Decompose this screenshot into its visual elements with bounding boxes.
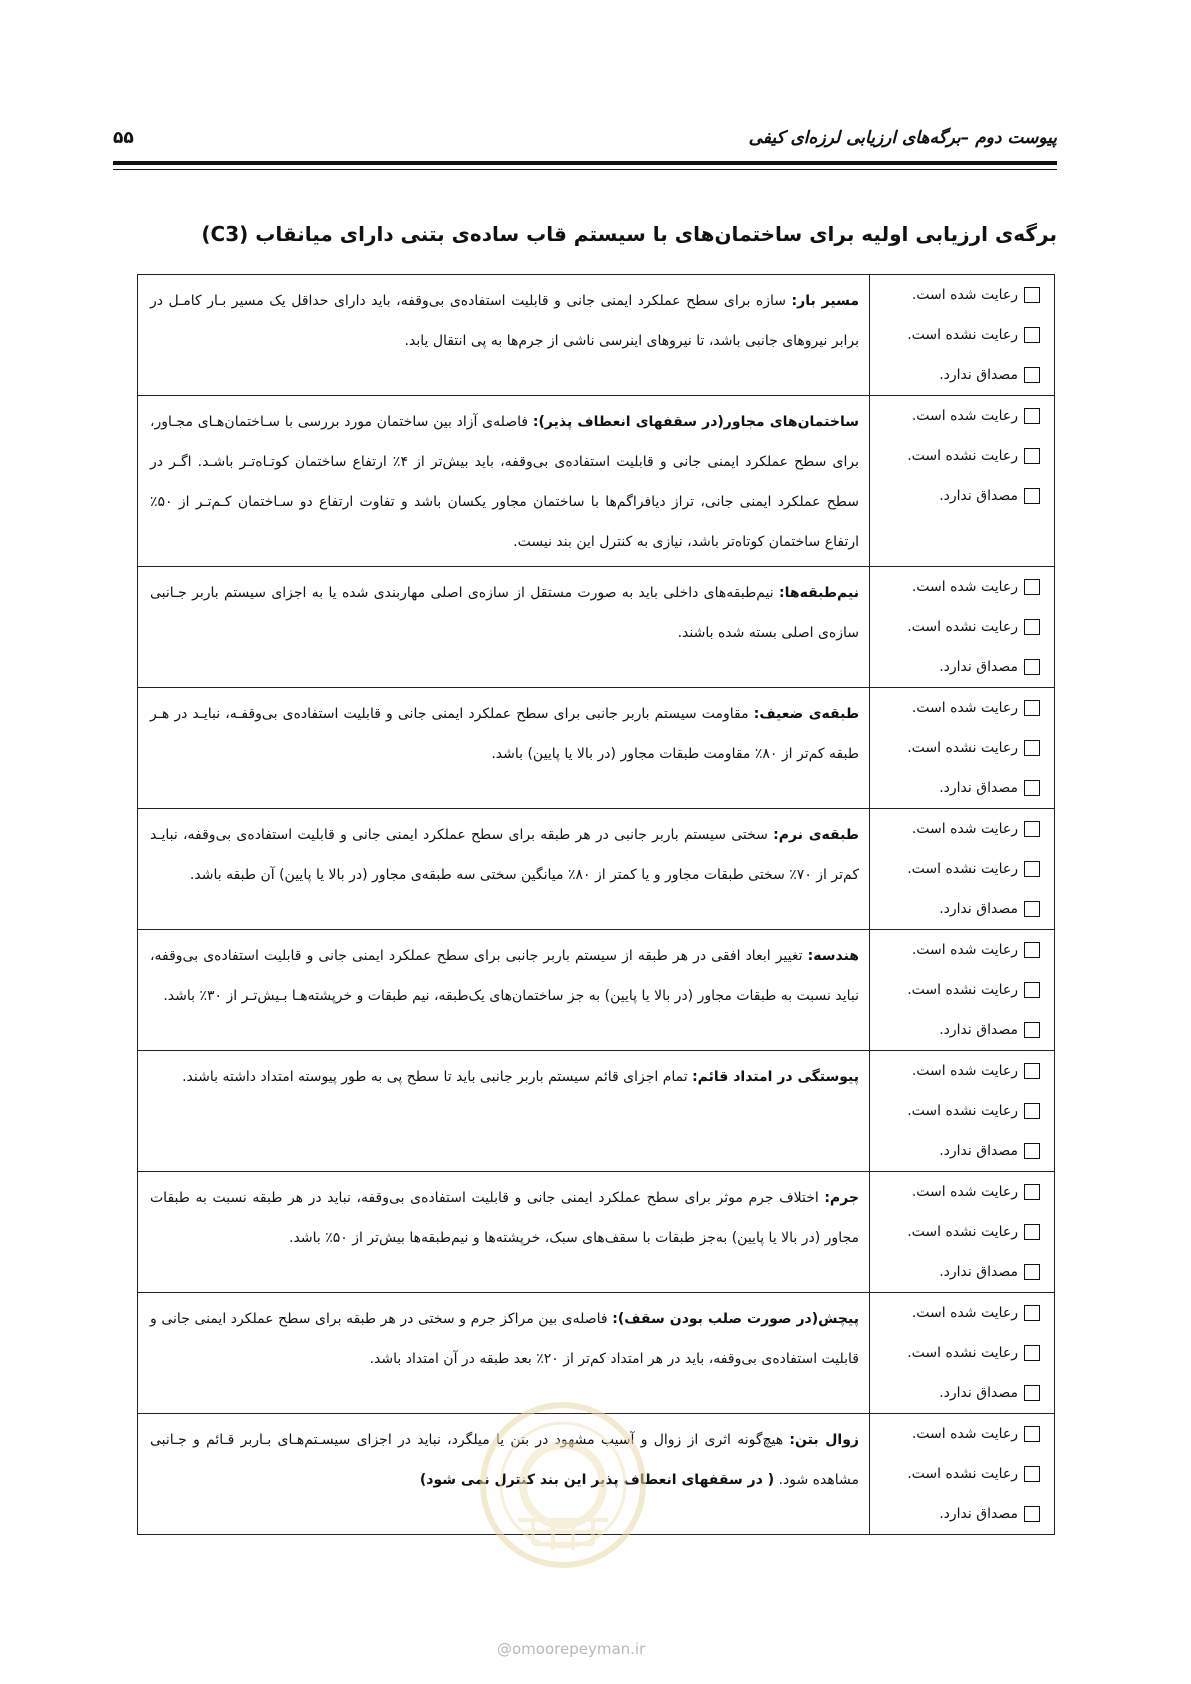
criterion-text: سختی سیستم باربر جانبی در هر طبقه برای سطح عملکرد ایمنی جانی و قابلیت استفاده‌ی بی‌وقفه، نبایـد کم‌تر از ۷۰٪ سختی طبقات مجاور و یا کمتر از ۸۰٪ میانگین سختی سه طبقه‌ی مجاور (در بالا یا پایین) آن طبقه باشد.: [150, 827, 859, 883]
option-not-applicable[interactable]: [870, 1373, 1040, 1413]
option-label: رعایت شده است.: [911, 579, 1018, 595]
checkbox-group: [870, 1051, 1055, 1172]
option-not-applicable[interactable]: [870, 1131, 1040, 1171]
option-not-applicable[interactable]: [870, 1010, 1040, 1050]
checkbox-not-applicable[interactable]: [1024, 659, 1040, 675]
criterion-cell: [138, 688, 870, 809]
option-not-applicable[interactable]: [870, 355, 1040, 395]
criterion-text: فاصله‌ی بین مراکز جرم و سختی در هر طبقه برای سطح عملکرد ایمنی جانی و قابلیت استفاده‌ی بی‌وقفه، باید در هر امتداد کم‌تر از ۲۰٪ بعد طبقه در آن امتداد باشد.: [150, 1311, 859, 1367]
checkbox-group: [870, 275, 1055, 396]
option-label: رعایت نشده است.: [907, 327, 1018, 343]
checkbox-not-applicable[interactable]: [1024, 1506, 1040, 1522]
checkbox-complied[interactable]: [1024, 1184, 1040, 1200]
checkbox-complied[interactable]: [1024, 1305, 1040, 1321]
option-label: مصداق ندارد.: [939, 901, 1018, 917]
criterion-heading: هندسه:: [807, 948, 859, 964]
checkbox-not-complied[interactable]: [1024, 327, 1040, 343]
option-label: مصداق ندارد.: [939, 1385, 1018, 1401]
option-not-applicable[interactable]: [870, 768, 1040, 808]
option-complied[interactable]: [870, 930, 1040, 970]
criterion-text: سازه برای سطح عملکرد ایمنی جانی و قابلیت استفاده‌ی بی‌وقفه، باید دارای حداقل یک مسیر بـار کامـل در برابر نیروهای جانبی باشد، تا نیروهای اینرسی ناشی از جرم‌ها به پی انتقال یابد.: [150, 293, 859, 349]
option-label: مصداق ندارد.: [939, 488, 1018, 504]
criterion-cell: [138, 1293, 870, 1414]
option-label: رعایت شده است.: [911, 287, 1018, 303]
option-label: مصداق ندارد.: [939, 1022, 1018, 1038]
checkbox-not-applicable[interactable]: [1024, 1022, 1040, 1038]
option-label: رعایت نشده است.: [907, 982, 1018, 998]
checkbox-group: [870, 1293, 1055, 1414]
option-not-applicable[interactable]: [870, 647, 1040, 687]
option-label: رعایت نشده است.: [907, 619, 1018, 635]
option-label: رعایت نشده است.: [907, 861, 1018, 877]
option-label: رعایت نشده است.: [907, 740, 1018, 756]
option-label: رعایت شده است.: [911, 408, 1018, 424]
checkbox-not-applicable[interactable]: [1024, 367, 1040, 383]
checkbox-not-complied[interactable]: [1024, 1103, 1040, 1119]
checkbox-not-complied[interactable]: [1024, 982, 1040, 998]
document-title: برگه‌ی ارزیابی اولیه برای ساختمان‌های با سیستم قاب ساده‌ی بتنی دارای میانقاب (C3): [201, 222, 1057, 246]
option-not-complied[interactable]: [870, 1091, 1040, 1131]
criterion-text: فاصله‌ی آزاد بین ساختمان مورد بررسی با سـاختمان‌هـای مجـاور، برای سطح عملکرد ایمنی جانی و قابلیت استفاده‌ی بی‌وقفه، باید بیش‌تر از ۴٪ ارتفاع ساختمان کوتـاه‌تـر باشـد. اگـر در سطح عملکرد ایمنی جانی، تراز دیافراگم‌ها با ساختمان مجاور یکسان باشد و تفاوت ارتفاع دو سـاختمان کـم‌تـر از ۵۰٪ ارتفاع ساختمان کوتاه‌تر باشد، نیازی به کنترل این بند نیست.: [150, 414, 859, 550]
criterion-text: نیم‌طبقه‌های داخلی باید به صورت مستقل از سازه‌ی اصلی مهاربندی شده یا به اجزای سیستم باربر جـانبی سازه‌ی اصلی بسته شده باشند.: [150, 585, 859, 641]
option-label: مصداق ندارد.: [939, 780, 1018, 796]
criterion-cell: [138, 396, 870, 567]
checkbox-complied[interactable]: [1024, 1063, 1040, 1079]
criterion-heading: پیوستگی در امتداد قائم:: [692, 1069, 859, 1085]
option-not-complied[interactable]: [870, 1333, 1040, 1373]
checkbox-not-complied[interactable]: [1024, 448, 1040, 464]
option-not-applicable[interactable]: [870, 889, 1040, 929]
checkbox-group: [870, 809, 1055, 930]
checkbox-not-complied[interactable]: [1024, 1466, 1040, 1482]
table-row: [138, 809, 1055, 930]
checkbox-complied[interactable]: [1024, 700, 1040, 716]
checkbox-not-complied[interactable]: [1024, 1345, 1040, 1361]
header-rule-thick: [113, 161, 1057, 165]
table-row: [138, 1051, 1055, 1172]
checklist-table: [137, 274, 1055, 1535]
option-complied[interactable]: [870, 809, 1040, 849]
running-header-title: پیوست دوم –برگه‌های ارزیابی لرزه‌ای کیفی: [748, 128, 1057, 148]
criterion-heading: نیم‌طبقه‌ها:: [779, 585, 859, 601]
checkbox-not-complied[interactable]: [1024, 1224, 1040, 1240]
option-complied[interactable]: [870, 396, 1040, 436]
option-complied[interactable]: [870, 567, 1040, 607]
option-complied[interactable]: [870, 1172, 1040, 1212]
option-not-applicable[interactable]: [870, 476, 1040, 516]
criterion-text: هیچ‌گونه اثری از زوال و آسیب مشهود در بتن یا میلگرد، نباید در اجزای سیسـتم‌هـای بـاربر قـائم و جـانبی مشاهده شود.: [150, 1432, 859, 1488]
option-complied[interactable]: [870, 1293, 1040, 1333]
checkbox-group: [870, 688, 1055, 809]
checkbox-not-applicable[interactable]: [1024, 1385, 1040, 1401]
checkbox-not-applicable[interactable]: [1024, 901, 1040, 917]
table-row: [138, 567, 1055, 688]
option-label: مصداق ندارد.: [939, 367, 1018, 383]
criterion-heading: جرم:: [824, 1190, 859, 1206]
criterion-cell: [138, 567, 870, 688]
checkbox-group: [870, 930, 1055, 1051]
option-not-complied[interactable]: [870, 728, 1040, 768]
option-label: رعایت نشده است.: [907, 1224, 1018, 1240]
checkbox-complied[interactable]: [1024, 579, 1040, 595]
option-not-applicable[interactable]: [870, 1252, 1040, 1292]
checkbox-complied[interactable]: [1024, 1426, 1040, 1442]
option-not-applicable[interactable]: [870, 1494, 1040, 1534]
criterion-cell: [138, 1172, 870, 1293]
table-row: [138, 930, 1055, 1051]
checkbox-not-applicable[interactable]: [1024, 1264, 1040, 1280]
checkbox-not-applicable[interactable]: [1024, 1143, 1040, 1159]
header-rule-thin: [113, 169, 1057, 170]
option-complied[interactable]: [870, 1414, 1040, 1454]
criterion-heading: ساختمان‌های مجاور(در سقفهای انعطاف پذیر):: [532, 414, 859, 430]
option-label: رعایت شده است.: [911, 821, 1018, 837]
criterion-text: تغییر ابعاد افقی در هر طبقه از سیستم باربر جانبی برای سطح عملکرد ایمنی جانی و قابلیت استفاده‌ی بی‌وقفه، نباید نسبت به طبقات مجاور (در بالا یا پایین) به جز ساختمان‌های یک‌طبقه، نیم طبقات و خرپشته‌هـا بـیش‌تـر از ۳۰٪ باشد.: [150, 948, 859, 1004]
table-row: [138, 1293, 1055, 1414]
page-number: ۵۵: [113, 128, 134, 148]
option-label: مصداق ندارد.: [939, 659, 1018, 675]
option-label: رعایت نشده است.: [907, 1103, 1018, 1119]
option-not-complied[interactable]: [870, 315, 1040, 355]
criterion-text: تمام اجزای قائم سیستم باربر جانبی باید تا سطح پی به طور پیوسته امتداد داشته باشند.: [182, 1069, 693, 1085]
option-label: مصداق ندارد.: [939, 1506, 1018, 1522]
criterion-text: مقاومت سیستم باربر جانبی برای سطح عملکرد ایمنی جانی و قابلیت استفاده‌ی بی‌وقفـه، نبایـد در هـر طبقه کم‌تر از ۸۰٪ مقاومت طبقات مجاور (در بالا یا پایین) باشد.: [150, 706, 859, 762]
checkbox-group: [870, 396, 1055, 567]
table-row: [138, 688, 1055, 809]
checkbox-not-applicable[interactable]: [1024, 488, 1040, 504]
option-label: رعایت نشده است.: [907, 448, 1018, 464]
option-label: رعایت شده است.: [911, 1063, 1018, 1079]
criterion-note: ( در سقفهای انعطاف پذیر این بند کنترل نمی شود): [419, 1472, 775, 1488]
criterion-heading: طبقه‌ی نرم:: [773, 827, 859, 843]
option-not-complied[interactable]: [870, 436, 1040, 476]
checkbox-not-complied[interactable]: [1024, 861, 1040, 877]
option-complied[interactable]: [870, 688, 1040, 728]
checkbox-not-applicable[interactable]: [1024, 780, 1040, 796]
option-label: رعایت نشده است.: [907, 1345, 1018, 1361]
checkbox-group: [870, 1172, 1055, 1293]
checkbox-complied[interactable]: [1024, 408, 1040, 424]
checkbox-not-complied[interactable]: [1024, 619, 1040, 635]
option-label: رعایت شده است.: [911, 1305, 1018, 1321]
option-label: رعایت شده است.: [911, 700, 1018, 716]
table-row: [138, 275, 1055, 396]
option-label: مصداق ندارد.: [939, 1143, 1018, 1159]
table-row: [138, 396, 1055, 567]
option-complied[interactable]: [870, 275, 1040, 315]
option-not-complied[interactable]: [870, 1454, 1040, 1494]
checkbox-not-complied[interactable]: [1024, 740, 1040, 756]
criterion-heading: زوال بتن:: [789, 1432, 859, 1448]
criterion-cell: [138, 275, 870, 396]
site-watermark: @omoorepeyman.ir: [497, 1640, 646, 1658]
checkbox-complied[interactable]: [1024, 942, 1040, 958]
criterion-text: اختلاف جرم موثر برای سطح عملکرد ایمنی جانی و قابلیت استفاده‌ی بی‌وقفه، نباید در هر طبقه نسبت به طبقات مجاور (در بالا یا پایین) به‌جز طبقات با سقف‌های سبک، خرپشته‌ها و نیم‌طبقه‌ها بیش‌تر از ۵۰٪ باشد.: [150, 1190, 859, 1246]
option-complied[interactable]: [870, 1051, 1040, 1091]
checkbox-complied[interactable]: [1024, 287, 1040, 303]
table-row: [138, 1172, 1055, 1293]
option-label: رعایت شده است.: [911, 942, 1018, 958]
option-label: مصداق ندارد.: [939, 1264, 1018, 1280]
criterion-heading: پیچش(در صورت صلب بودن سقف):: [612, 1311, 859, 1327]
option-label: رعایت نشده است.: [907, 1466, 1018, 1482]
option-label: رعایت شده است.: [911, 1426, 1018, 1442]
criterion-cell: [138, 930, 870, 1051]
option-not-complied[interactable]: [870, 970, 1040, 1010]
criterion-heading: طبقه‌ی ضعیف:: [753, 706, 860, 722]
criterion-cell: [138, 809, 870, 930]
checkbox-group: [870, 1414, 1055, 1535]
option-not-complied[interactable]: [870, 849, 1040, 889]
option-not-complied[interactable]: [870, 607, 1040, 647]
criterion-heading: مسیر بار:: [791, 293, 860, 309]
option-label: رعایت شده است.: [911, 1184, 1018, 1200]
criterion-cell: [138, 1051, 870, 1172]
checkbox-group: [870, 567, 1055, 688]
option-not-complied[interactable]: [870, 1212, 1040, 1252]
watermark-seal-icon: [478, 1400, 648, 1570]
checkbox-complied[interactable]: [1024, 821, 1040, 837]
